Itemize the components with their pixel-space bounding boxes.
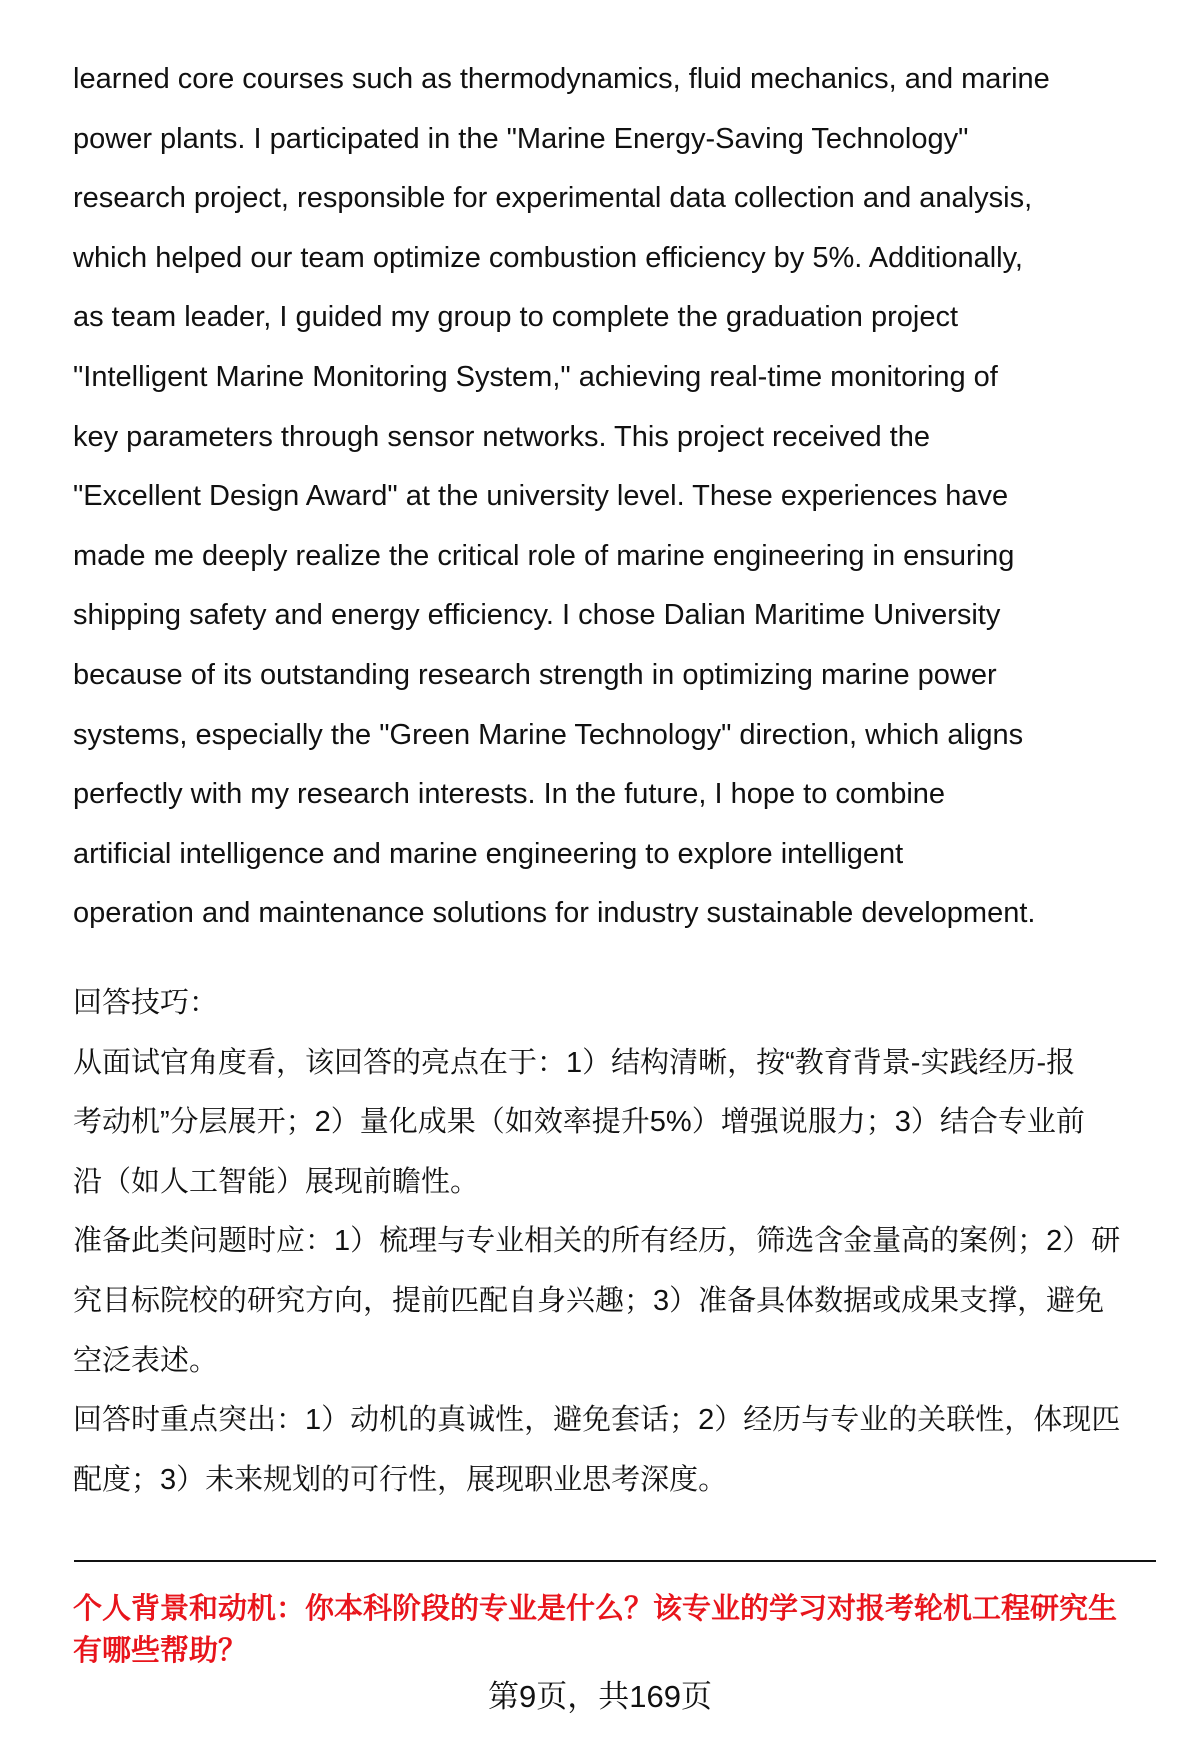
text-line: which helped our team optimize combustion efficiency by 5%. Additionally,	[73, 241, 1023, 274]
text-line: learned core courses such as thermodynamics, fluid mechanics, and marine	[73, 63, 1050, 95]
text-line: shipping safety and energy efficiency. I chose Dalian Maritime University	[73, 599, 1001, 632]
text-line: research project, responsible for experimental data collection and analysis,	[73, 182, 1033, 215]
text-line: artificial intelligence and marine engineering to explore intelligent	[73, 837, 904, 870]
heading-line: 有哪些帮助？	[73, 1635, 248, 1667]
text-line: 配度；3）未来规划的可行性，展现职业思考深度。	[73, 1463, 728, 1496]
text-line: 沿（如人工智能）展现前瞻性。	[73, 1165, 480, 1198]
text-line: key parameters through sensor networks. This project received the	[73, 420, 930, 453]
text-line: 从面试官角度看，该回答的亮点在于：1）结构清晰，按“教育背景-实践经历-报	[73, 1046, 1076, 1079]
text-line: operation and maintenance solutions for industry sustainable development.	[73, 897, 1036, 930]
next-question-heading	[73, 1588, 1173, 1672]
text-line: perfectly with my research interests. In the future, I hope to combine	[73, 778, 946, 811]
section-divider	[74, 1560, 1156, 1562]
answer-tips	[73, 974, 1173, 1510]
text-line: "Intelligent Marine Monitoring System," achieving real-time monitoring of	[73, 360, 998, 393]
text-line: systems, especially the "Green Marine Technology" direction, which aligns	[73, 718, 1024, 751]
text-line: 考动机”分层展开；2）量化成果（如效率提升5%）增强说服力；3）结合专业前	[73, 1106, 1085, 1139]
text-line: as team leader, I guided my group to complete the graduation project	[73, 301, 959, 334]
heading-line: 个人背景和动机：你本科阶段的专业是什么？该专业的学习对报考轮机工程研究生	[73, 1593, 1118, 1625]
text-line: made me deeply realize the critical role of marine engineering in ensuring	[73, 539, 1015, 572]
text-line: because of its outstanding research strength in optimizing marine power	[73, 658, 997, 691]
text-line: "Excellent Design Award" at the university level. These experiences have	[73, 480, 1009, 513]
text-line: 究目标院校的研究方向，提前匹配自身兴趣；3）准备具体数据或成果支撑，避免	[73, 1284, 1105, 1317]
text-line: 空泛表述。	[73, 1344, 219, 1377]
text-line: 准备此类问题时应：1）梳理与专业相关的所有经历，筛选含金量高的案例；2）研	[73, 1225, 1121, 1258]
page-indicator: 第9页，共169页	[488, 1679, 712, 1714]
text-line: power plants. I participated in the "Marine Energy-Saving Technology"	[73, 122, 969, 155]
answer-paragraph	[73, 50, 1173, 944]
text-line: 回答技巧：	[73, 987, 219, 1019]
text-line: 回答时重点突出：1）动机的真诚性，避免套话；2）经历与专业的关联性，体现匹	[73, 1404, 1121, 1437]
